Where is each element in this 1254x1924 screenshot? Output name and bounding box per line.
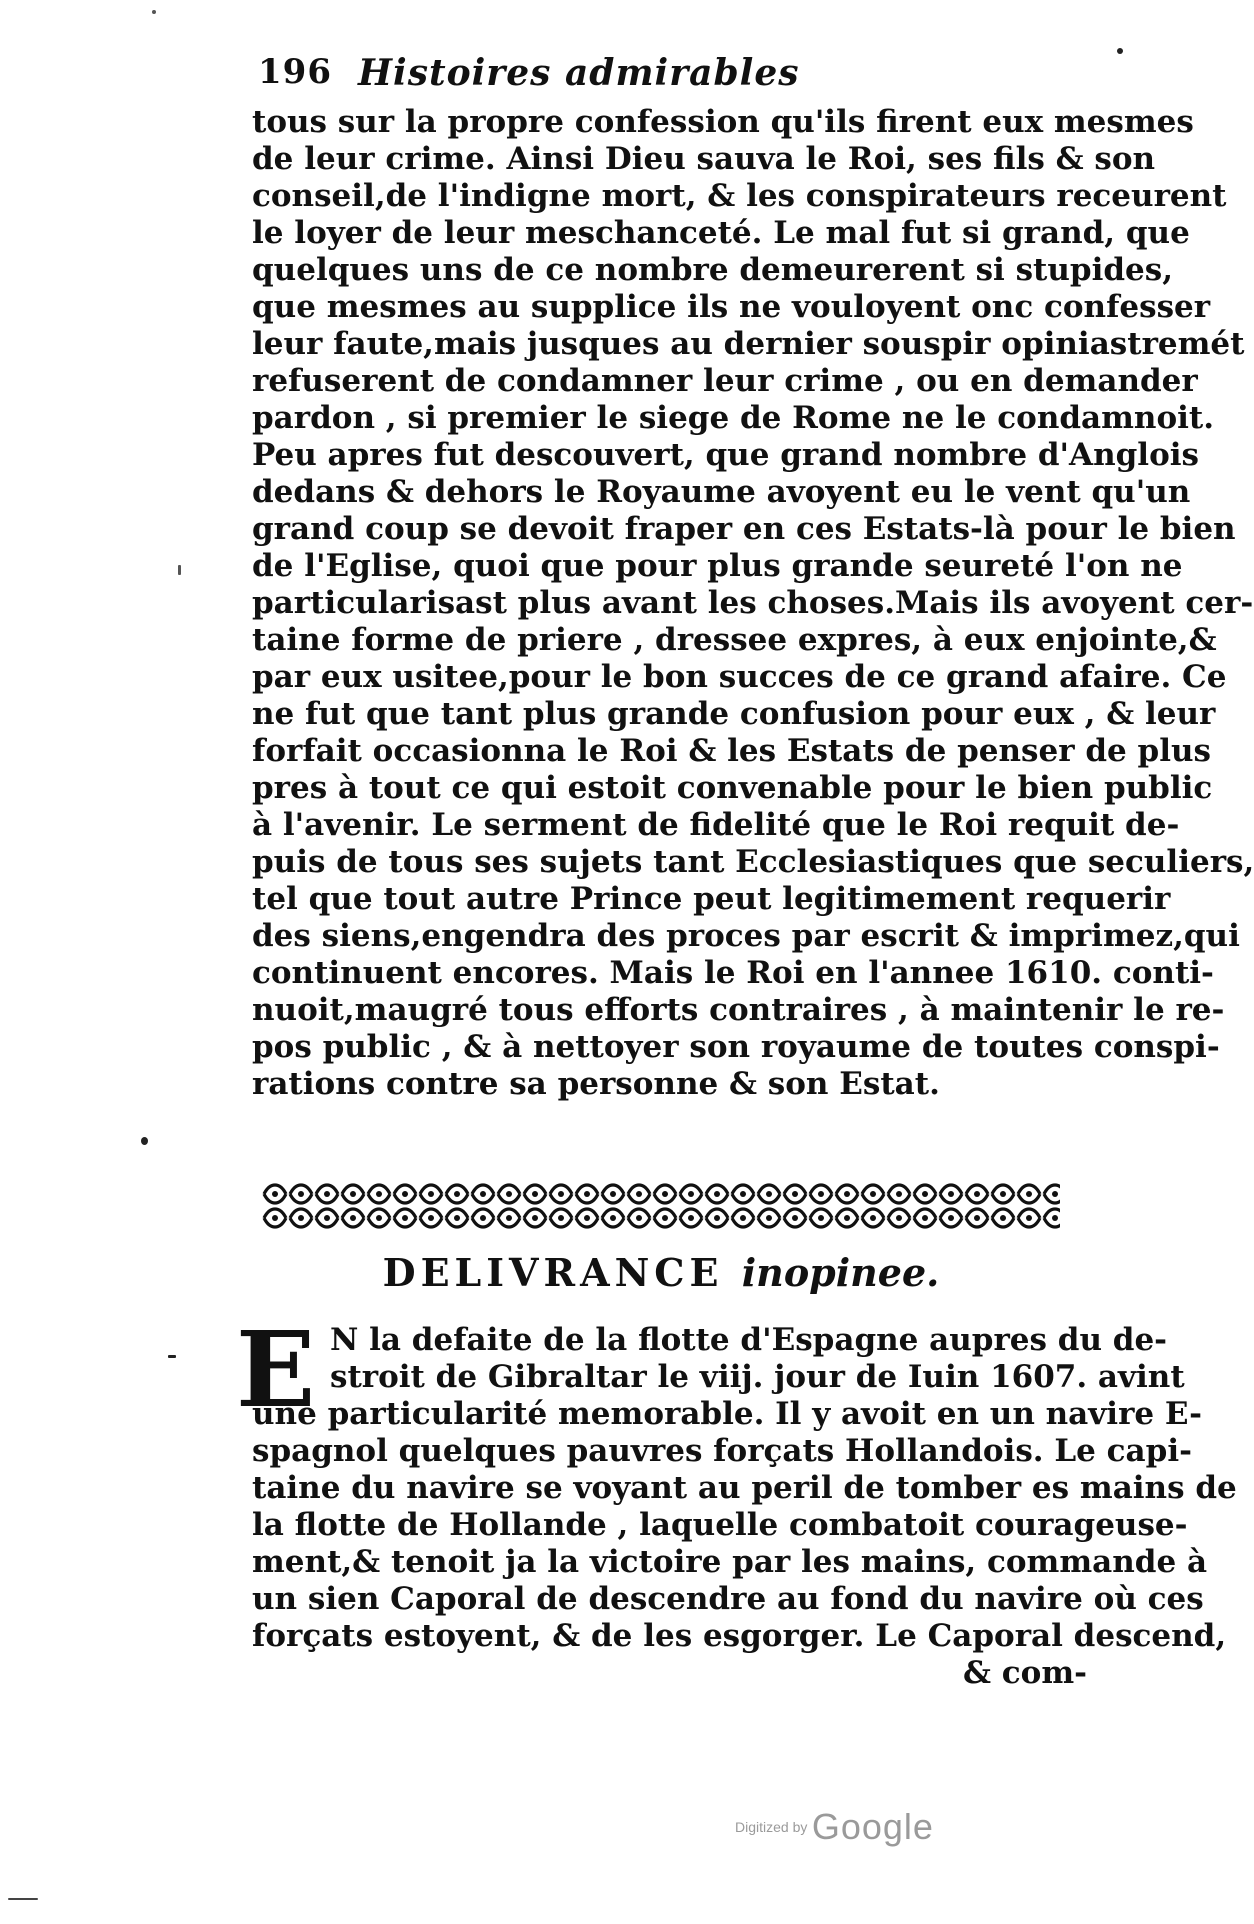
text-line: un sien Caporal de descendre au fond du navire où ces bbox=[252, 1581, 1204, 1617]
text-line: ne fut que tant plus grande confusion pour eux , & leur bbox=[252, 696, 1216, 732]
digitized-by-google-watermark bbox=[735, 1806, 934, 1848]
text-line: nuoit,maugré tous efforts contraires , à maintenir le re- bbox=[252, 992, 1225, 1028]
text-line: pardon , si premier le siege de Rome ne le condamnoit. bbox=[252, 400, 1215, 436]
ink-speck bbox=[141, 1137, 148, 1145]
text-line: leur faute,mais jusques au dernier souspir opiniastremét bbox=[252, 326, 1245, 362]
ink-speck bbox=[178, 565, 181, 575]
body-text-lower bbox=[252, 1322, 1237, 1692]
text-line: particularisast plus avant les choses.Mais ils avoyent cer- bbox=[252, 585, 1254, 621]
text-line: grand coup se devoit fraper en ces Estats-là pour le bien bbox=[252, 511, 1236, 547]
page-header bbox=[258, 52, 958, 98]
text-line: pres à tout ce qui estoit convenable pour le bien public bbox=[252, 770, 1213, 806]
text-line: à l'avenir. Le serment de fidelité que le Roi requit de- bbox=[252, 807, 1180, 843]
text-line: tous sur la propre confession qu'ils firent eux mesmes bbox=[252, 104, 1194, 140]
text-line: de leur crime. Ainsi Dieu sauva le Roi, ses fils & son bbox=[252, 141, 1156, 177]
section-title-caps: DELIVRANCE bbox=[382, 1250, 724, 1295]
text-line: pos public , & à nettoyer son royaume de toutes conspi- bbox=[252, 1029, 1220, 1065]
text-line: une particularité memorable. Il y avoit en un navire E- bbox=[252, 1396, 1202, 1432]
text-line: puis de tous ses sujets tant Ecclesiastiques que seculiers, bbox=[252, 844, 1254, 880]
section-title bbox=[262, 1250, 1060, 1295]
section-title-italic: inopinee. bbox=[741, 1250, 940, 1295]
text-line: taine forme de priere , dressee expres, à eux enjointe,& bbox=[252, 622, 1217, 658]
ink-speck bbox=[8, 1898, 38, 1900]
watermark-prefix: Digitized by bbox=[735, 1819, 808, 1835]
text-line: continuent encores. Mais le Roi en l'annee 1610. conti- bbox=[252, 955, 1214, 991]
drop-cap: E bbox=[236, 1308, 316, 1431]
text-line: le loyer de leur meschanceté. Le mal fut si grand, que bbox=[252, 215, 1190, 251]
running-title: Histoires admirables bbox=[358, 52, 800, 94]
text-line: forçats estoyent, & de les esgorger. Le Caporal descend, bbox=[252, 1618, 1227, 1654]
text-line: conseil,de l'indigne mort, & les conspirateurs receurent bbox=[252, 178, 1227, 214]
text-line: N la defaite de la flotte d'Espagne aupres du de- bbox=[330, 1322, 1168, 1358]
text-line: dedans & dehors le Royaume avoyent eu le vent qu'un bbox=[252, 474, 1191, 510]
text-line: des siens,engendra des proces par escrit & imprimez,qui bbox=[252, 918, 1240, 954]
text-line: de l'Eglise, quoi que pour plus grande seureté l'on ne bbox=[252, 548, 1183, 584]
ink-speck bbox=[168, 1355, 176, 1358]
text-line: stroit de Gibraltar le viij. jour de Iuin 1607. avint bbox=[330, 1359, 1185, 1395]
text-line: forfait occasionna le Roi & les Estats de penser de plus bbox=[252, 733, 1211, 769]
text-line: refuserent de condamner leur crime , ou en demander bbox=[252, 363, 1198, 399]
catchword: & com- bbox=[963, 1655, 1087, 1691]
text-line: taine du navire se voyant au peril de tomber es mains de bbox=[252, 1470, 1237, 1506]
text-line: rations contre sa personne & son Estat. bbox=[252, 1066, 940, 1102]
body-text-upper bbox=[252, 104, 1254, 1103]
text-line: que mesmes au supplice ils ne vouloyent onc confesser bbox=[252, 289, 1211, 325]
google-logo: Google bbox=[811, 1806, 934, 1847]
text-line: Peu apres fut descouvert, que grand nombre d'Anglois bbox=[252, 437, 1199, 473]
page-number: 196 bbox=[258, 52, 332, 92]
ornament-divider bbox=[262, 1180, 1060, 1232]
text-line: ment,& tenoit ja la victoire par les mains, commande à bbox=[252, 1544, 1208, 1580]
ink-speck bbox=[1117, 48, 1123, 54]
ink-speck bbox=[152, 10, 156, 14]
text-line: quelques uns de ce nombre demeurerent si stupides, bbox=[252, 252, 1173, 288]
text-line: spagnol quelques pauvres forçats Hollandois. Le capi- bbox=[252, 1433, 1192, 1469]
text-line: la flotte de Hollande , laquelle combatoit courageuse- bbox=[252, 1507, 1188, 1543]
text-line: par eux usitee,pour le bon succes de ce grand afaire. Ce bbox=[252, 659, 1227, 695]
text-line: tel que tout autre Prince peut legitimement requerir bbox=[252, 881, 1171, 917]
